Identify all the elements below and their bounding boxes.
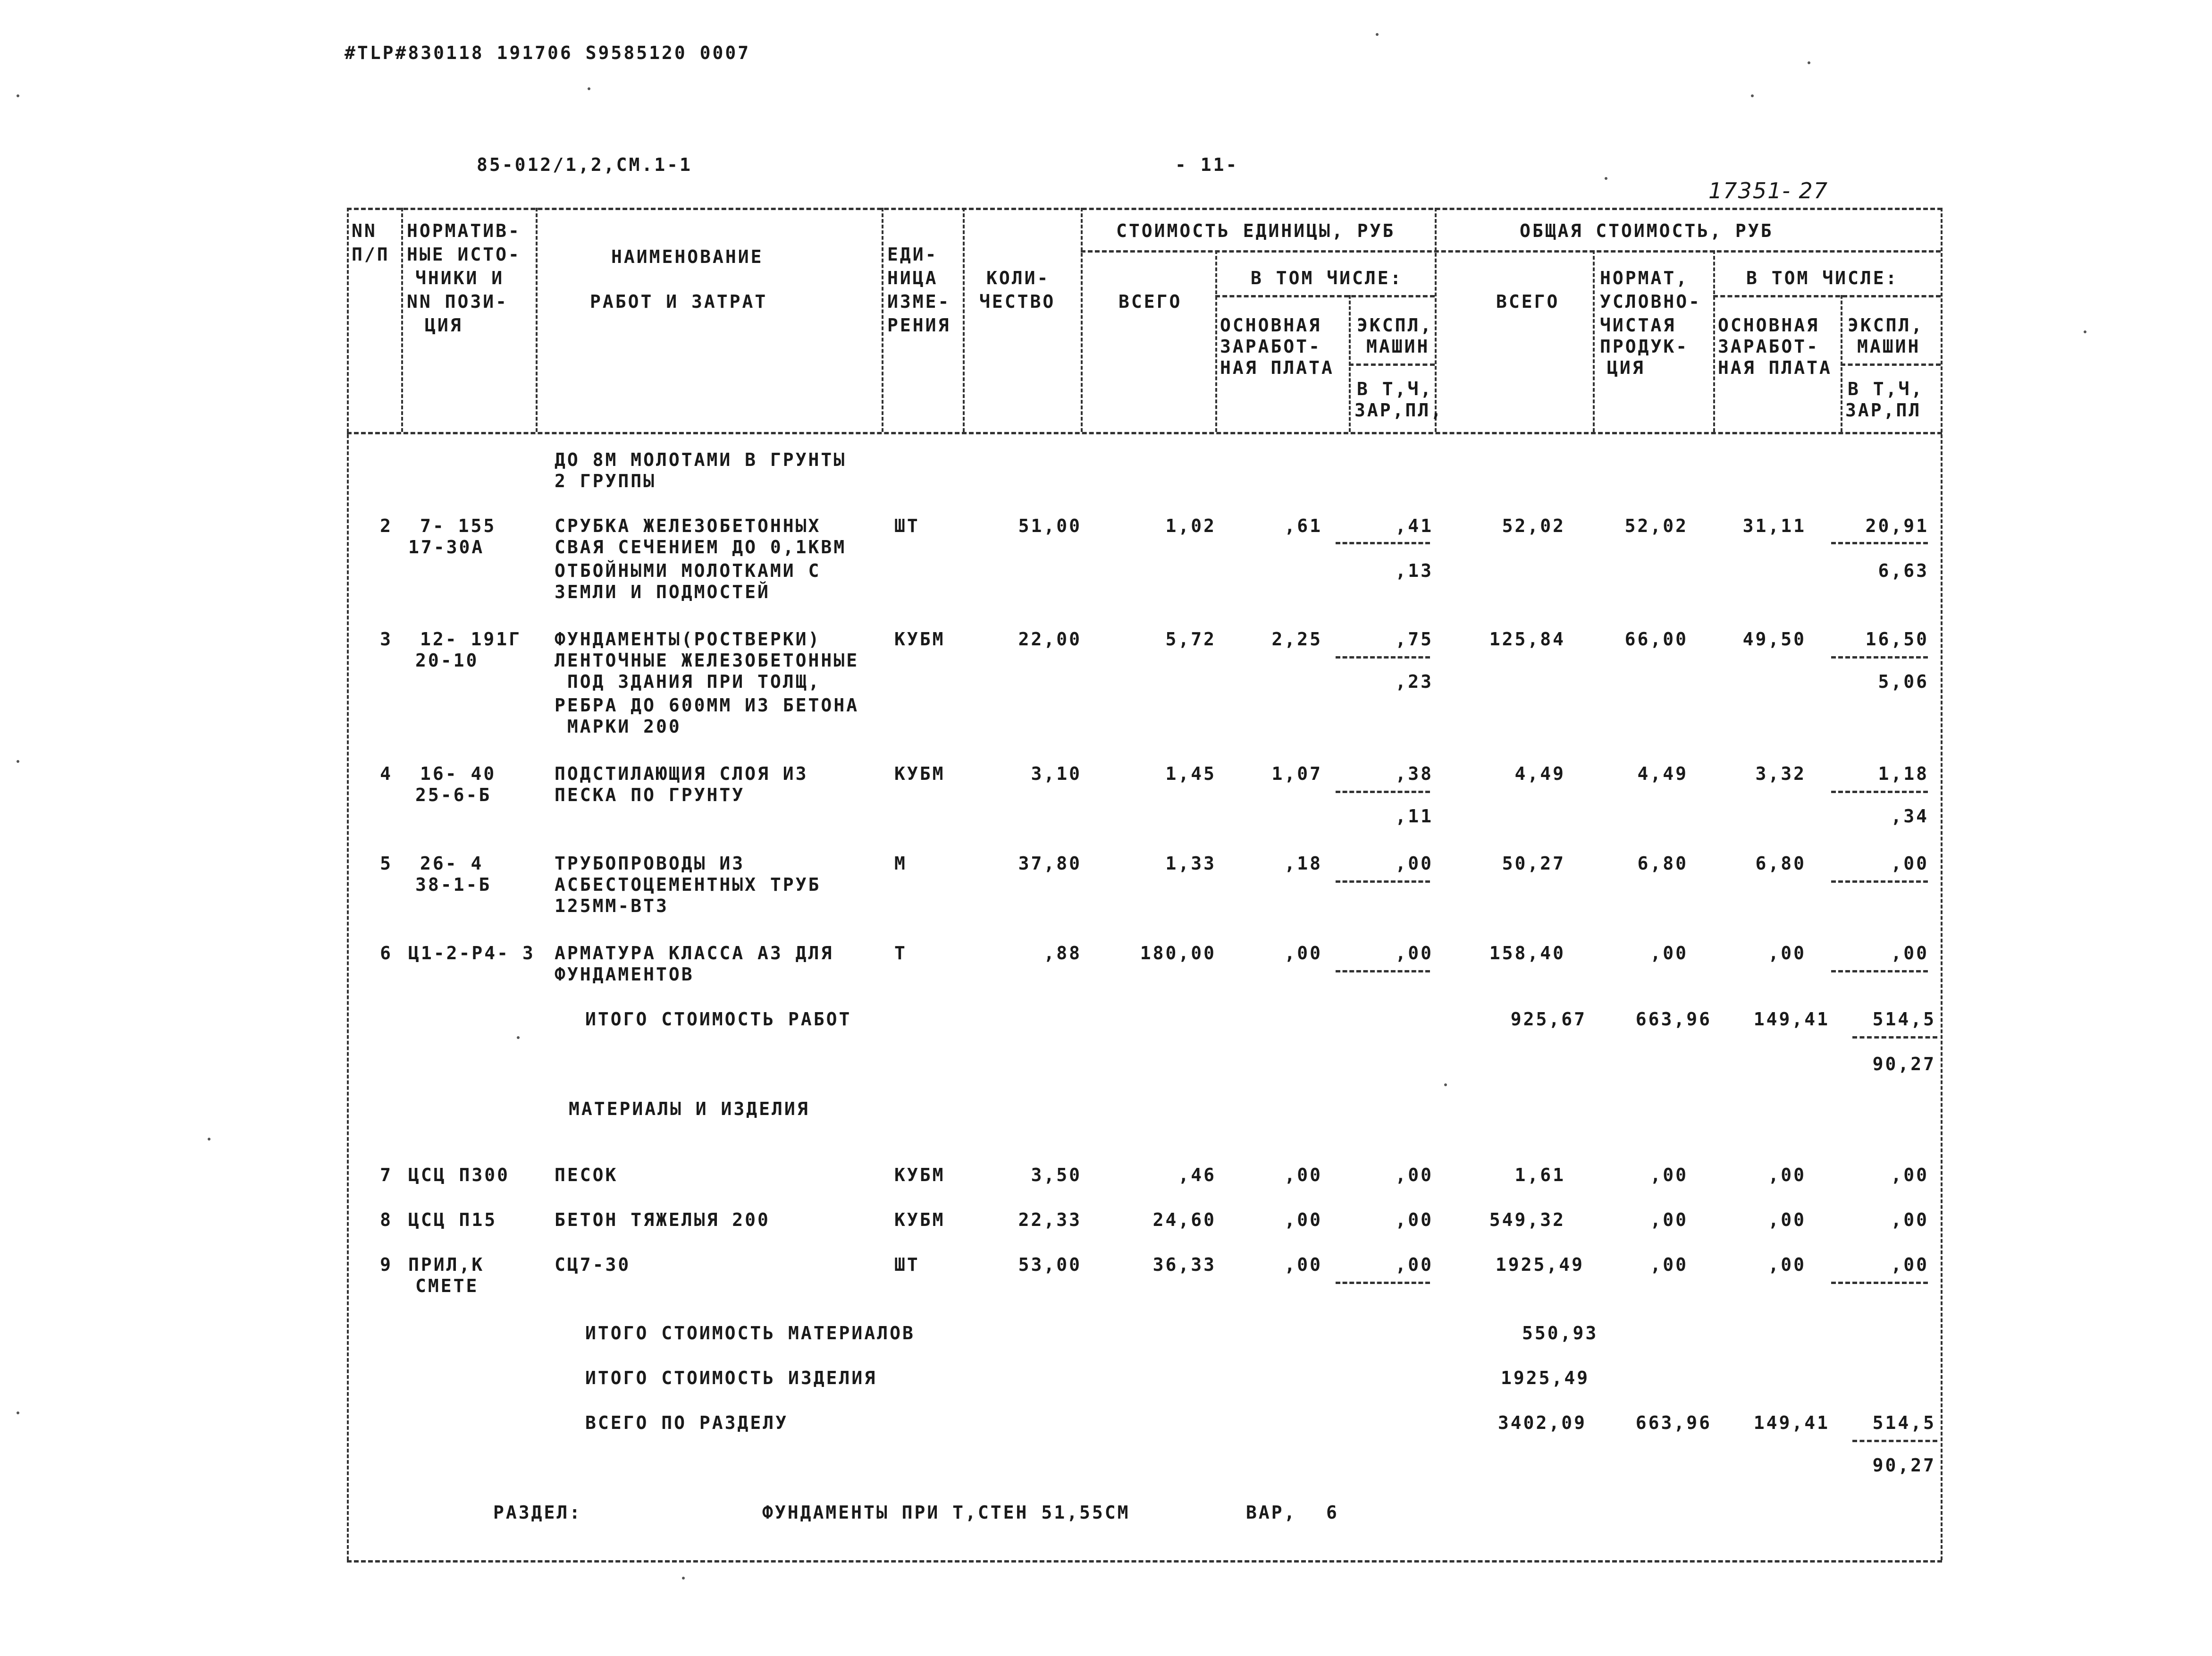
material-qty: 53,00 <box>1018 1254 1082 1275</box>
items-total-label: ИТОГО СТОИМОСТЬ ИЗДЕЛИЯ <box>585 1368 877 1388</box>
table-left-border <box>347 208 349 1560</box>
row-nn: 3 <box>380 629 393 650</box>
header-unit-incl-wage-2: ЗАР,ПЛ, <box>1354 400 1444 421</box>
material-unit: КУБМ <box>894 1209 945 1230</box>
row-unit-machine: ,00 <box>1395 943 1433 963</box>
material-nn: 7 <box>380 1165 393 1185</box>
works-total-machine-rule <box>1852 1036 1937 1039</box>
header-norm-net-5: ЦИЯ <box>1607 357 1645 378</box>
row-total-wage: 49,50 <box>1742 629 1806 650</box>
header-machine-rule-right <box>1841 363 1941 366</box>
scan-speck <box>1444 1083 1447 1086</box>
row-norm-2: 20-10 <box>415 650 479 671</box>
row-unit-machine-rule <box>1336 791 1430 793</box>
material-unit-total: 24,60 <box>1152 1209 1216 1230</box>
scan-speck <box>1376 33 1379 36</box>
row-unit-machine-wage: ,23 <box>1395 671 1433 692</box>
material-name: СЦ7-30 <box>555 1254 631 1275</box>
header-unit-machine-2: МАШИН <box>1366 336 1430 357</box>
header-unit-line1: ЕДИ- <box>887 244 938 265</box>
row-qty: 51,00 <box>1018 515 1082 536</box>
row-nn: 2 <box>380 515 393 536</box>
section-total-wage: 149,41 <box>1753 1412 1830 1433</box>
row-unit-machine-wage: ,13 <box>1395 560 1433 581</box>
row-unit-machine-rule <box>1336 880 1430 883</box>
material-total-machine: ,00 <box>1891 1165 1929 1185</box>
header-unit-base-wage-1: ОСНОВНАЯ <box>1220 315 1322 336</box>
items-total-value: 1925,49 <box>1501 1368 1590 1388</box>
section-total-norm: 663,96 <box>1635 1412 1712 1433</box>
works-total-machine-wage: 90,27 <box>1872 1054 1936 1074</box>
row-total-machine-rule <box>1831 880 1928 883</box>
row-name-1: ПОДСТИЛАЮЩИЯ СЛОЯ ИЗ <box>555 763 808 784</box>
row-total-norm: ,00 <box>1650 943 1688 963</box>
material-total-machine: ,00 <box>1891 1254 1929 1275</box>
row-unit-machine: ,00 <box>1395 853 1433 874</box>
row-unit-wage: ,18 <box>1284 853 1322 874</box>
header-unit-incl-wage-1: В Т,Ч, <box>1357 379 1433 399</box>
header-norm-line2: НЫЕ ИСТО- <box>407 244 521 265</box>
header-subgroup-rule-right <box>1713 295 1941 297</box>
material-name: БЕТОН ТЯЖЕЛЫЯ 200 <box>555 1209 770 1230</box>
row-total-machine-rule <box>1831 791 1928 793</box>
continuation-line-2: 2 ГРУППЫ <box>555 471 656 491</box>
materials-total-value: 550,93 <box>1522 1323 1598 1343</box>
header-norm-line3: ЧНИКИ И <box>415 268 505 288</box>
row-unit-total: 1,02 <box>1165 515 1216 536</box>
header-subgroup-rule-left <box>1215 295 1435 297</box>
row-unit: М <box>894 853 907 874</box>
row-unit-total: 5,72 <box>1165 629 1216 650</box>
row-norm-1: 26- 4 <box>420 853 484 874</box>
row-norm-2: 25-6-Б <box>415 785 492 805</box>
material-unit-total: ,46 <box>1178 1165 1216 1185</box>
row-unit-machine-rule <box>1336 970 1430 972</box>
material-norm: ЦСЦ П300 <box>408 1165 510 1185</box>
material-total-norm: ,00 <box>1650 1165 1688 1185</box>
row-total: 125,84 <box>1489 629 1565 650</box>
header-qty-line2: ЧЕСТВО <box>979 291 1056 312</box>
material-unit: КУБМ <box>894 1165 945 1185</box>
row-unit: КУБМ <box>894 629 945 650</box>
header-total-total: ВСЕГО <box>1496 291 1560 312</box>
table-bottom-border <box>347 1560 1942 1563</box>
row-name-3: ОТБОЙНЫМИ МОЛОТКАМИ С <box>555 560 821 581</box>
row-total-norm: 4,49 <box>1637 763 1688 784</box>
row-total-wage: 31,11 <box>1742 515 1806 536</box>
material-unit-wage: ,00 <box>1284 1209 1322 1230</box>
row-total: 158,40 <box>1489 943 1565 963</box>
row-unit-total: 180,00 <box>1140 943 1216 963</box>
scan-speck <box>588 87 590 90</box>
row-total-machine: 16,50 <box>1865 629 1929 650</box>
row-total-norm: 52,02 <box>1624 515 1688 536</box>
row-name-4: ЗЕМЛИ И ПОДМОСТЕЙ <box>555 582 770 602</box>
row-unit-machine-rule <box>1336 542 1430 544</box>
material-total-wage: ,00 <box>1768 1254 1806 1275</box>
header-norm-line1: НОРМАТИВ- <box>407 220 521 241</box>
row-total-machine: 1,18 <box>1878 763 1929 784</box>
row-total-machine-rule <box>1831 542 1928 544</box>
header-total-cost-group: ОБЩАЯ СТОИМОСТЬ, РУБ <box>1520 220 1774 241</box>
page-number: - 11- <box>1175 154 1239 175</box>
material-total: 1,61 <box>1514 1165 1565 1185</box>
header-total-base-wage-2: ЗАРАБОТ- <box>1718 336 1820 357</box>
header-norm-net-1: НОРМАТ, <box>1600 268 1689 288</box>
row-nn: 6 <box>380 943 393 963</box>
row-total-machine: 20,91 <box>1865 515 1929 536</box>
row-total-norm: 66,00 <box>1624 629 1688 650</box>
material-total-norm: ,00 <box>1650 1209 1688 1230</box>
material-total-wage: ,00 <box>1768 1209 1806 1230</box>
row-norm-1: 16- 40 <box>420 763 496 784</box>
row-norm-2: 38-1-Б <box>415 874 492 895</box>
header-norm-net-4: ПРОДУК- <box>1600 336 1689 357</box>
material-norm: ПРИЛ,К <box>408 1254 485 1275</box>
col-sep-6 <box>1215 250 1217 432</box>
row-unit-wage: 2,25 <box>1271 629 1322 650</box>
footer-variant-label: ВАР, <box>1246 1502 1297 1523</box>
row-total-machine-wage: 6,63 <box>1878 560 1929 581</box>
row-name-2: ФУНДАМЕНТОВ <box>555 964 694 985</box>
row-qty: 37,80 <box>1018 853 1082 874</box>
row-total-wage: 6,80 <box>1755 853 1806 874</box>
row-total-wage: 3,32 <box>1755 763 1806 784</box>
row-name-2: СВАЯ СЕЧЕНИЕМ ДО 0,1КВМ <box>555 537 847 558</box>
row-total: 52,02 <box>1502 515 1565 536</box>
section-total-machine-wage: 90,27 <box>1872 1455 1936 1476</box>
material-unit-wage: ,00 <box>1284 1165 1322 1185</box>
header-unit-cost-group: СТОИМОСТЬ ЕДИНИЦЫ, РУБ <box>1116 220 1396 241</box>
row-unit-machine-rule <box>1336 656 1430 659</box>
row-unit-machine: ,75 <box>1395 629 1433 650</box>
row-total-machine: ,00 <box>1891 853 1929 874</box>
material-total-norm: ,00 <box>1650 1254 1688 1275</box>
row-name-2: АСБЕСТОЦЕМЕНТНЫХ ТРУБ <box>555 874 821 895</box>
scan-speck <box>17 760 19 763</box>
row-unit-machine: ,41 <box>1395 515 1433 536</box>
scan-speck <box>1808 61 1810 64</box>
row-unit-machine-wage: ,11 <box>1395 806 1433 827</box>
header-total-incl-wage-2: ЗАР,ПЛ <box>1845 400 1922 421</box>
header-unit-base-wage-2: ЗАРАБОТ- <box>1220 336 1322 357</box>
document-reference: 85-012/1,2,CM.1-1 <box>477 154 692 175</box>
document-code-line: #TLP#830118 191706 S9585120 0007 <box>345 42 751 63</box>
row-total: 50,27 <box>1502 853 1565 874</box>
col-sep-9 <box>1593 250 1595 432</box>
scan-speck <box>517 1036 520 1039</box>
works-total-machine: 514,5 <box>1872 1009 1936 1030</box>
scan-speck <box>17 1411 19 1414</box>
handwritten-note: 17351- 27 <box>1708 178 1829 203</box>
header-machine-rule-left <box>1349 363 1435 366</box>
row-unit-machine: ,38 <box>1395 763 1433 784</box>
works-total-wage: 149,41 <box>1753 1009 1830 1030</box>
row-total-machine: ,00 <box>1891 943 1929 963</box>
row-name-2: ЛЕНТОЧНЫЕ ЖЕЛЕЗОБЕТОННЫЕ <box>555 650 859 671</box>
col-sep-1 <box>401 208 403 432</box>
row-unit-total: 1,33 <box>1165 853 1216 874</box>
material-unit: ШТ <box>894 1254 920 1275</box>
col-sep-4 <box>963 208 965 432</box>
row-unit-wage: ,00 <box>1284 943 1322 963</box>
header-qty-line1: КОЛИ- <box>986 268 1050 288</box>
footer-variant-value: 6 <box>1326 1502 1339 1523</box>
material-total-machine: ,00 <box>1891 1209 1929 1230</box>
header-total-base-wage-1: ОСНОВНАЯ <box>1718 315 1820 336</box>
col-sep-8 <box>1435 208 1437 432</box>
section-total-label: ВСЕГО ПО РАЗДЕЛУ <box>585 1412 789 1433</box>
materials-heading: МАТЕРИАЛЫ И ИЗДЕЛИЯ <box>569 1098 810 1119</box>
material-total-machine-rule <box>1831 1282 1928 1284</box>
row-norm-2: 17-30А <box>408 537 485 558</box>
header-unit-line3: ИЗМЕ- <box>887 291 951 312</box>
row-unit: ШТ <box>894 515 920 536</box>
material-nn: 8 <box>380 1209 393 1230</box>
header-nn: NN <box>352 220 377 241</box>
col-sep-3 <box>882 208 883 432</box>
material-name: ПЕСОК <box>555 1165 618 1185</box>
row-qty: 3,10 <box>1031 763 1082 784</box>
section-total-machine-rule <box>1852 1440 1937 1442</box>
table-top-border <box>347 208 1942 210</box>
row-name-1: АРМАТУРА КЛАССА А3 ДЛЯ <box>555 943 834 963</box>
material-total: 1925,49 <box>1495 1254 1584 1275</box>
works-total-label: ИТОГО СТОИМОСТЬ РАБОТ <box>585 1009 852 1030</box>
materials-total-label: ИТОГО СТОИМОСТЬ МАТЕРИАЛОВ <box>585 1323 915 1343</box>
row-unit: Т <box>894 943 907 963</box>
material-unit-wage: ,00 <box>1284 1254 1322 1275</box>
material-unit-total: 36,33 <box>1152 1254 1216 1275</box>
material-norm: ЦСЦ П15 <box>408 1209 497 1230</box>
header-norm-line5: ЦИЯ <box>425 315 463 336</box>
section-total-machine: 514,5 <box>1872 1412 1936 1433</box>
row-unit-wage: 1,07 <box>1271 763 1322 784</box>
row-name-1: СРУБКА ЖЕЛЕЗОБЕТОННЫХ <box>555 515 821 536</box>
material-qty: 3,50 <box>1031 1165 1082 1185</box>
row-total-machine-wage: 5,06 <box>1878 671 1929 692</box>
scan-speck <box>1605 177 1607 180</box>
material-unit-machine: ,00 <box>1395 1209 1433 1230</box>
col-sep-2 <box>536 208 538 432</box>
header-total-incl-wage-1: В Т,Ч, <box>1848 379 1924 399</box>
header-unit-base-wage-3: НАЯ ПЛАТА <box>1220 357 1334 378</box>
header-unit-machine-1: ЭКСПЛ, <box>1357 315 1433 336</box>
section-total-total: 3402,09 <box>1497 1412 1587 1433</box>
col-sep-10 <box>1713 250 1715 432</box>
header-pp: П/П <box>352 244 390 265</box>
scan-speck <box>17 94 19 97</box>
table-right-border <box>1941 208 1943 1560</box>
header-name-line2: РАБОТ И ЗАТРАТ <box>590 291 768 312</box>
row-name-1: ТРУБОПРОВОДЫ ИЗ <box>555 853 745 874</box>
header-norm-net-2: УСЛОВНО- <box>1600 291 1702 312</box>
material-total-wage: ,00 <box>1768 1165 1806 1185</box>
continuation-line-1: ДО 8М МОЛОТАМИ В ГРУНТЫ <box>555 449 847 470</box>
header-total-machine-2: МАШИН <box>1857 336 1921 357</box>
row-norm-1: Ц1-2-Р4- 3 <box>408 943 535 963</box>
header-unit-total: ВСЕГО <box>1119 291 1182 312</box>
row-name-2: ПЕСКА ПО ГРУНТУ <box>555 785 745 805</box>
scan-speck <box>208 1138 210 1141</box>
scan-speck <box>682 1577 685 1580</box>
header-unit-line2: НИЦА <box>887 268 938 288</box>
row-nn: 5 <box>380 853 393 874</box>
row-unit: КУБМ <box>894 763 945 784</box>
scan-speck <box>2084 330 2086 333</box>
material-nn: 9 <box>380 1254 393 1275</box>
header-unit-in-that-number: В ТОМ ЧИСЛЕ: <box>1251 268 1403 288</box>
row-total-machine-rule <box>1831 656 1928 659</box>
row-name-5: МАРКИ 200 <box>555 716 681 737</box>
header-unit-line4: РЕНИЯ <box>887 315 951 336</box>
row-name-4: РЕБРА ДО 600ММ ИЗ БЕТОНА <box>555 695 859 716</box>
material-qty: 22,33 <box>1018 1209 1082 1230</box>
row-unit-wage: ,61 <box>1284 515 1322 536</box>
header-total-in-that-number: В ТОМ ЧИСЛЕ: <box>1746 268 1899 288</box>
row-norm-1: 7- 155 <box>420 515 496 536</box>
header-name-line1: НАИМЕНОВАНИЕ <box>611 246 764 267</box>
material-unit-machine-rule <box>1336 1282 1430 1284</box>
scan-speck <box>1751 94 1754 97</box>
header-norm-net-3: ЧИСТАЯ <box>1600 315 1676 336</box>
col-sep-5 <box>1081 208 1083 432</box>
table-header-bottom-border <box>347 432 1942 434</box>
row-total-wage: ,00 <box>1768 943 1806 963</box>
material-norm-2: СМЕТЕ <box>415 1276 479 1296</box>
material-total: 549,32 <box>1489 1209 1565 1230</box>
header-norm-line4: NN ПОЗИ- <box>407 291 509 312</box>
material-unit-machine: ,00 <box>1395 1165 1433 1185</box>
row-total-machine-wage: ,34 <box>1891 806 1929 827</box>
header-group-rule <box>1081 250 1941 253</box>
row-nn: 4 <box>380 763 393 784</box>
row-qty: ,88 <box>1043 943 1082 963</box>
header-total-machine-1: ЭКСПЛ, <box>1848 315 1924 336</box>
works-total-total: 925,67 <box>1510 1009 1587 1030</box>
header-total-base-wage-3: НАЯ ПЛАТА <box>1718 357 1832 378</box>
row-name-1: ФУНДАМЕНТЫ(РОСТВЕРКИ) <box>555 629 821 650</box>
row-unit-total: 1,45 <box>1165 763 1216 784</box>
works-total-norm: 663,96 <box>1635 1009 1712 1030</box>
row-total-machine-rule <box>1831 970 1928 972</box>
row-total-norm: 6,80 <box>1637 853 1688 874</box>
row-norm-1: 12- 191Г <box>420 629 522 650</box>
material-unit-machine: ,00 <box>1395 1254 1433 1275</box>
row-total: 4,49 <box>1514 763 1565 784</box>
row-name-3: 125ММ-ВТ3 <box>555 896 669 916</box>
footer-section-name: ФУНДАМЕНТЫ ПРИ Т,СТЕН 51,55СМ <box>762 1502 1130 1523</box>
row-qty: 22,00 <box>1018 629 1082 650</box>
row-name-3: ПОД ЗДАНИЯ ПРИ ТОЛЩ, <box>555 671 821 692</box>
footer-section-label: РАЗДЕЛ: <box>493 1502 582 1523</box>
